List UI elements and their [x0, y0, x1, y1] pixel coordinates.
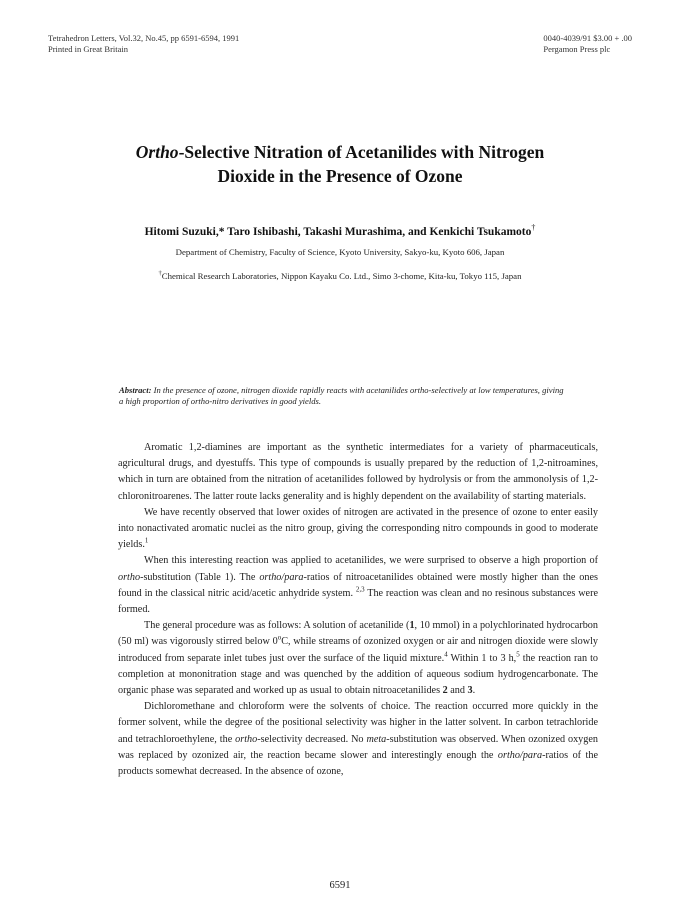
publisher-name: Pergamon Press plc: [543, 44, 611, 54]
affiliation-1: Department of Chemistry, Faculty of Science, Kyoto University, Sakyo-ku, Kyoto 606, Japan: [175, 247, 505, 257]
p5-d: -ratios of the products somewhat decreased. In the absence of ozone,: [118, 749, 598, 778]
ref-2-3: 2,3: [355, 585, 365, 594]
abstract-label: Abstract:: [119, 385, 152, 395]
p5-italic-ortho: ortho: [235, 733, 258, 745]
title-line2: Dioxide in the Presence of Ozone: [217, 166, 463, 186]
printed-location: Printed in Great Britain: [48, 44, 129, 54]
p4-d: Within 1 to 3 h,: [447, 652, 517, 664]
compound-2: 2: [442, 685, 448, 697]
body-text: [118, 440, 598, 780]
p4-a: The general procedure was as follows: A solution of acetanilide (: [144, 620, 410, 632]
p5-italic-ratio: ortho/para: [497, 749, 543, 761]
title-italic: Ortho: [135, 142, 179, 162]
compound-3: 3: [467, 685, 473, 697]
journal-citation: Tetrahedron Letters, Vol.32, No.45, pp 6591-6594, 1991: [48, 33, 240, 43]
p3-c: -ratios of nitroacetanilides obtained were mostly higher than the ones found in the classical nitric acid/acetic anhydride system.: [118, 571, 598, 599]
p4-e: the reaction ran to completion at mononitration stage and was quenched by the addition of aqueous sodium hydrogencarbonate. The organic phase was separated and worked up as usual to obtain nitroacetanilides: [118, 652, 598, 697]
author-names: Hitomi Suzuki,* Taro Ishibashi, Takashi Murashima, and Kenkichi Tsukamoto: [144, 225, 532, 238]
abstract: [119, 385, 569, 407]
paragraph-5: [118, 699, 598, 780]
p4-c: C, while streams of ozonized oxygen or air and nitrogen dioxide were slowly introduced from separate inlet tubes just over the surface of the liquid mixture.: [118, 636, 598, 664]
page-number: 6591: [329, 880, 351, 891]
affiliation-2: [40, 270, 640, 281]
p3-b: -substitution (Table 1). The: [140, 571, 260, 583]
p5-b: -selectivity decreased. No: [257, 733, 367, 745]
degree-mark: o: [277, 634, 282, 643]
author-list: [40, 223, 640, 238]
p5-c: -substitution was observed. When ozonized oxygen was replaced by ozonized air, the reaction became slower and interestingly enough the: [118, 733, 598, 761]
paragraph-1: Aromatic 1,2-diamines are important as the synthetic intermediates for a variety of pharmaceuticals, agricultural drugs, and dyestuffs. This type of compounds is usually prepared by the reduction of 1,2-nitroamines, which in turn are obtained from the nitration of acetanilides followed by hydrolysis or from the ammonolysis of 1,2-chloronitroarenes. The latter route lacks generality and is highly dependent on the availability of starting materials.: [118, 442, 598, 502]
p5-a: Dichloromethane and chloroform were the solvents of choice. The reaction occurred more quickly in the former solvent, while the degree of the positional selectivity was higher in the latter solvent. In carbon tetrachloride and tetrachloroethylene, the: [118, 701, 598, 745]
affiliation-dagger: †: [158, 270, 162, 277]
article-code: 0040-4039/91 $3.00 + .00: [543, 33, 632, 43]
dagger-mark: †: [531, 223, 536, 232]
paragraph-3: [118, 553, 598, 618]
paper-title: [40, 140, 640, 188]
publisher-header: [543, 33, 632, 55]
affiliation-2-text: Chemical Research Laboratories, Nippon Kayaku Co. Ltd., Simo 3-chome, Kita-ku, Tokyo 115, Japan: [161, 270, 522, 281]
p4-g: .: [472, 685, 476, 697]
ref-4: 4: [444, 650, 448, 659]
p4-b: , 10 mmol) in a polychlorinated hydrocarbon (50 ml) was vigorously stirred below 0: [118, 620, 598, 648]
p5-italic-meta: meta: [366, 733, 387, 745]
ref-1: 1: [144, 536, 149, 545]
paragraph-2-text: We have recently observed that lower oxides of nitrogen are activated in the presence of ozone to enter easily into nonactivated aromatic nuclei as the nitro group, giving the corresponding nitro compounds in good to moderate yields.: [118, 506, 598, 551]
journal-header: [48, 33, 239, 55]
p3-d: The reaction was clean and no resinous substances were formed.: [118, 587, 598, 616]
title-line1: -Selective Nitration of Acetanilides with Nitrogen: [178, 142, 545, 162]
paragraph-2: [118, 505, 598, 554]
abstract-text: In the presence of ozone, nitrogen dioxide rapidly reacts with acetanilides ortho-selectively at low temperatures, giving a high proportion of ortho-nitro derivatives in good yields.: [119, 385, 564, 406]
compound-1: 1: [409, 620, 415, 632]
ref-5: 5: [516, 650, 520, 659]
p3-italic-ratio: ortho/para: [259, 571, 304, 583]
paragraph-4: [118, 618, 598, 699]
p4-f: and: [447, 685, 468, 697]
p3-a: When this interesting reaction was applied to acetanilides, we were surprised to observe a high proportion of: [144, 555, 598, 567]
p3-italic-ortho: ortho: [118, 571, 141, 583]
